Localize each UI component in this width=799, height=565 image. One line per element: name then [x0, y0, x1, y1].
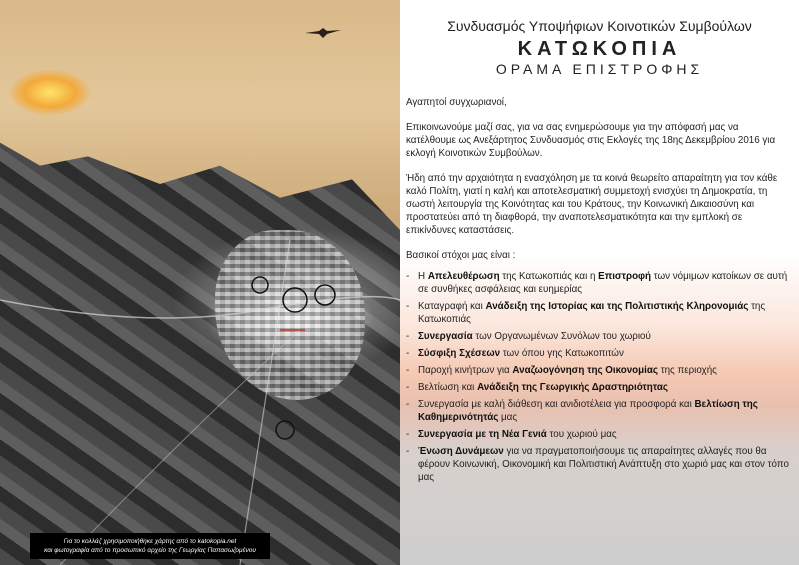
photo-credit-caption — [30, 533, 270, 559]
goal-bullet: - — [406, 399, 410, 410]
goal-bullet: - — [406, 301, 410, 312]
caption-line-1: Για το κολλάζ χρησιμοποιήθηκε χάρτης από το katokopia.net — [63, 538, 237, 545]
goal-text — [418, 330, 790, 343]
letter-body — [406, 96, 790, 488]
header-subtitle: Συνδυασμός Υποψήφιων Κοινοτικών Συμβούλων — [447, 18, 752, 34]
goal-item — [406, 330, 790, 343]
goal-bullet: - — [406, 429, 410, 440]
goal-item — [406, 381, 790, 394]
goal-bullet: - — [406, 348, 410, 359]
goal-text-part: των όπου γης Κατωκοπιτών — [500, 348, 624, 359]
goal-text-part: της Κατωκοπιάς — [418, 301, 766, 325]
slogan: ΟΡΑΜΑ ΕΠΙΣΤΡΟΦΗΣ — [495, 61, 704, 77]
goal-text — [418, 445, 790, 484]
goal-item — [406, 398, 790, 424]
goal-bullet: - — [406, 382, 410, 393]
goal-text — [418, 347, 790, 360]
goal-text-part: Παροχή κινήτρων για — [418, 365, 513, 376]
goal-text-part: μας — [498, 412, 518, 423]
goal-item — [406, 364, 790, 377]
goal-text — [418, 300, 790, 326]
goal-emphasis: Ένωση Δυνάμεων — [418, 446, 504, 457]
goal-emphasis: Ανάδειξη της Γεωργικής Δραστηριότητας — [477, 382, 668, 393]
goal-emphasis: Ανάδειξη της Ιστορίας και της Πολιτιστικής Κληρονομιάς — [485, 301, 749, 312]
goal-bullet: - — [406, 271, 410, 282]
goal-text — [418, 270, 790, 296]
goal-text — [418, 381, 790, 394]
goal-bullet: - — [406, 365, 410, 376]
goal-text — [418, 398, 790, 424]
document-header — [400, 18, 799, 77]
goal-text-part: Καταγραφή και — [418, 301, 486, 312]
goal-emphasis: Απελευθέρωση — [427, 271, 500, 282]
goal-text-part: για να πραγματοποιήσουμε τις απαραίτητες αλλαγές που θα φέρουν Κοινωνική, Οικονομική και Πολιτιστική Ανάπτυξη στο χωριό μας και στον τόπο μας — [418, 446, 789, 483]
goal-item — [406, 445, 790, 484]
goal-text-part: Συνεργασία με καλή διάθεση και ανιδιοτέλεια για προσφορά και — [418, 399, 695, 410]
goals-list — [406, 270, 790, 484]
goal-item — [406, 428, 790, 441]
goal-emphasis: Αναζωογόνηση της Οικονομίας — [512, 365, 658, 376]
caption-line-2: και φωτογραφία από το προσωπικό αρχείο της Γεωργίας Παπασωζομένου — [44, 547, 256, 554]
goal-emphasis: Συνεργασία — [418, 331, 473, 342]
goal-emphasis: Σύσφιξη Σχέσεων — [418, 348, 501, 359]
goal-emphasis: Συνεργασία με τη Νέα Γενιά — [418, 429, 547, 440]
goal-item — [406, 270, 790, 296]
goal-text-part: των νόμιμων κατοίκων σε αυτή σε συνθήκες ασφάλειας και ευημερίας — [418, 271, 788, 295]
goal-emphasis: Επιστροφή — [598, 271, 652, 282]
goal-text — [418, 364, 790, 377]
goal-text-part: της περιοχής — [658, 365, 717, 376]
goal-text-part: του χωριού μας — [546, 429, 617, 440]
village-title: ΚΑΤΩΚΟΠΙΑ — [517, 38, 682, 60]
paragraph-announcement: Επικοινωνούμε μαζί σας, για να σας ενημερώσουμε για την απόφασή μας να κατέλθουμε ως Ανεξάρτητος Συνδυασμός στις Εκλογές της 18ης Δεκεμβρίου 2016 για εκλογή Κοινοτικών Συμβούλων. — [406, 122, 776, 159]
goal-text — [418, 428, 790, 441]
goal-text-part: Βελτίωση και — [418, 382, 478, 393]
greeting: Αγαπητοί συγχωριανοί, — [406, 97, 507, 108]
goal-item — [406, 300, 790, 326]
goal-text-part: των Οργανωμένων Συνόλων του χωριού — [472, 331, 651, 342]
goals-intro: Βασικοί στόχοι μας είναι : — [406, 250, 516, 261]
goal-bullet: - — [406, 331, 410, 342]
goal-text-part: της Κατωκοπιάς και η — [499, 271, 599, 282]
paragraph-civic-duty: Ήδη από την αρχαιότητα η ενασχόληση με τα κοινά θεωρείτο απαραίτητη για τον κάθε καλό Πολίτη, γιατί η καλή και αποτελεσματική συμμετοχή ενισχύει τη Δημοκρατία, τη σωστή λειτουργία της Κοινότητας και του Κράτους, την Κοινωνική Δικαιοσύνη και προστατεύει από τη διαφθορά, την αναποτελεσματικότητα και την εμπλοκή σε επικίνδυνες καταστάσεις. — [406, 173, 778, 236]
goal-emphasis: Βελτίωση της Καθημερινότητάς — [418, 399, 758, 423]
goal-bullet: - — [406, 446, 410, 457]
goal-item — [406, 347, 790, 360]
goal-text-part: Η — [418, 271, 428, 282]
